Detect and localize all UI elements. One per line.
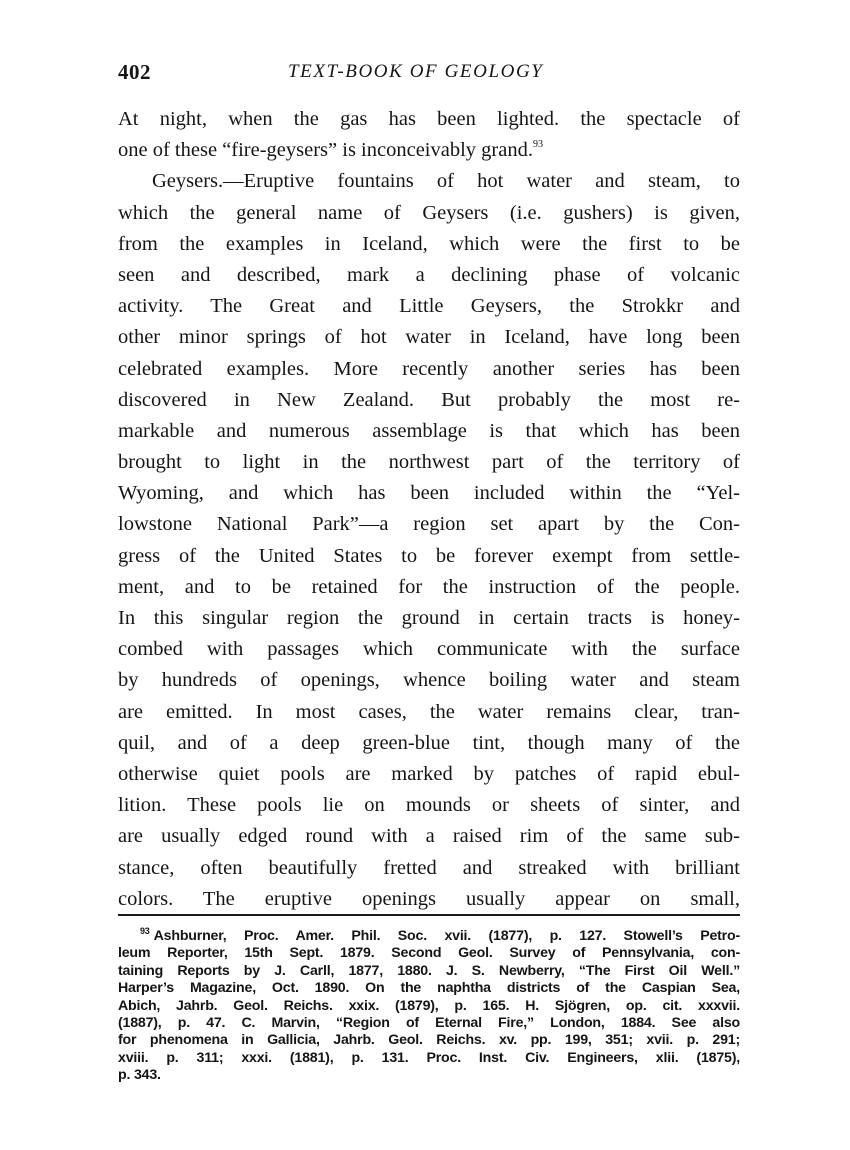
footnote-divider [118,914,740,916]
text-line: are emitted. In most cases, the water remains clear, tran- [118,700,740,723]
text-line: Wyoming, and which has been included within the “Yel- [118,482,740,505]
text-line: other minor springs of hot water in Iceland, have long been [118,326,740,349]
text-line: At night, when the gas has been lighted. the spectacle of [118,108,740,130]
footnote [118,928,740,1085]
footnote-line: leum Reporter, 15th Sept. 1879. Second Geol. Survey of Pennsylvania, con- [118,945,740,962]
text-line: stance, often beautifully fretted and streaked with brilliant [118,856,740,879]
text-line: otherwise quiet pools are marked by patches of rapid ebul- [118,762,740,785]
text-line: which the general name of Geysers (i.e. gushers) is given, [118,201,740,224]
text-line: ment, and to be retained for the instruction of the people. [118,575,740,598]
footnote-reference: 93 [532,139,543,151]
text-line: combed with passages which communicate with the surface [118,638,740,661]
text-line: from the examples in Iceland, which were the first to be [118,232,740,255]
page-number: 402 [118,60,151,84]
text-line: activity. The Great and Little Geysers, the Strokkr and [118,295,740,318]
text-line: markable and numerous assemblage is that which has been [118,419,740,442]
footnote-line: Harper’s Magazine, Oct. 1890. On the naphtha districts of the Caspian Sea, [118,980,740,997]
running-title: TEXT-BOOK OF GEOLOGY [288,61,544,82]
paragraph-start-line: Geysers.—Eruptive fountains of hot water and steam, to [152,170,740,193]
running-head [118,60,738,90]
text-line: by hundreds of openings, whence boiling water and steam [118,669,740,692]
footnote-line [118,928,740,945]
text-line: gress of the United States to be forever exempt from settle- [118,544,740,567]
footnote-line: for phenomena in Gallicia, Jahrb. Geol. Reichs. xv. pp. 199, 351; xvii. p. 291; [118,1032,740,1049]
text-line: lowstone National Park”—a region set apart by the Con- [118,513,740,536]
footnote-line: p. 343. [118,1067,161,1084]
text-line: In this singular region the ground in certain tracts is honey- [118,607,740,629]
text-line: colors. The eruptive openings usually appear on small, [118,887,740,910]
text-line: quil, and of a deep green-blue tint, though many of the [118,731,740,754]
text-line-content: one of these “fire-geysers” is inconceivably grand. [118,139,533,162]
text-line: brought to light in the northwest part of the territory of [118,451,740,474]
footnote-line-content: Ashburner, Proc. Amer. Phil. Soc. xvii. (1877), p. 127. Stowell’s Petro- [153,928,740,944]
text-line: are usually edged round with a raised rim of the same sub- [118,825,740,848]
text-line: celebrated examples. More recently another series has been [118,357,740,380]
text-line-with-footnote-ref [118,135,740,166]
footnote-line: taining Reports by J. Carll, 1877, 1880. J. S. Newberry, “The First Oil Well.” [118,962,740,979]
text-line: discovered in New Zealand. But probably the most re- [118,388,740,411]
text-line: seen and described, mark a declining phase of volcanic [118,263,740,286]
footnote-number: 93 [140,926,150,936]
body-text [118,104,740,915]
footnote-line: Abich, Jahrb. Geol. Reichs. xxix. (1879), p. 165. H. Sjögren, op. cit. xxxvii. [118,997,740,1014]
footnote-line: (1887), p. 47. C. Marvin, “Region of Eternal Fire,” London, 1884. See also [118,1014,740,1031]
footnote-line: xviii. p. 311; xxxi. (1881), p. 131. Proc. Inst. Civ. Engineers, xlii. (1875), [118,1049,740,1066]
text-line: lition. These pools lie on mounds or sheets of sinter, and [118,794,740,817]
